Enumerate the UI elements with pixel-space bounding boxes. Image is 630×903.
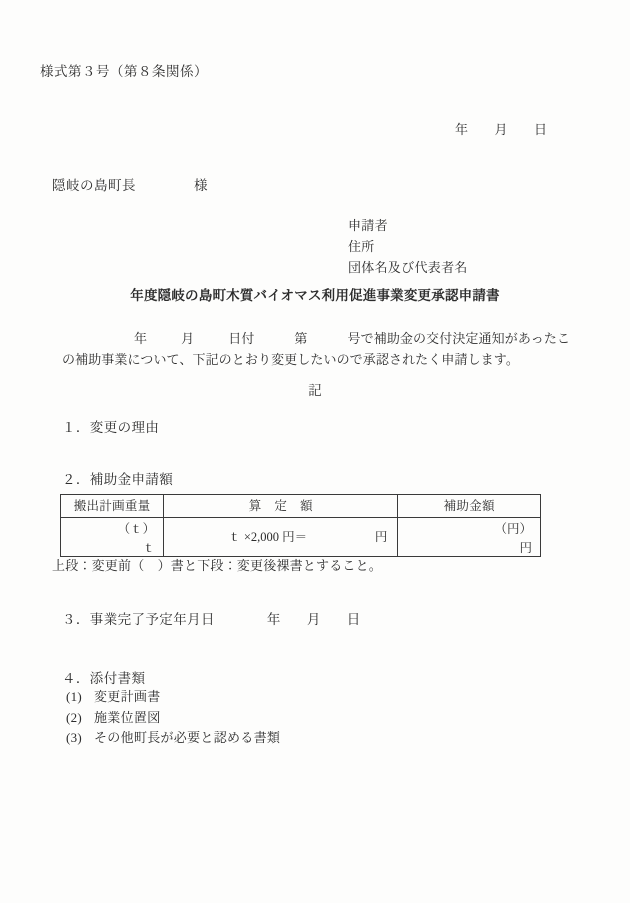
applicant-label: 申請者 bbox=[348, 218, 388, 233]
applicant-address-label: 住所 bbox=[348, 239, 375, 255]
ki-marker: 記 bbox=[308, 383, 322, 398]
subsidy-unit-paren: （円） bbox=[494, 522, 532, 536]
applicant-block bbox=[348, 215, 468, 279]
form-number: 様式第３号（第８条関係） bbox=[40, 64, 208, 79]
header-cell-weight: 搬出計画重量 bbox=[61, 495, 164, 518]
header-cell-calc-amount: 算 定 額 bbox=[164, 495, 398, 518]
completion-date-label: ３．事業完了予定年月日 bbox=[62, 612, 215, 627]
subsidy-amount-table bbox=[60, 494, 541, 557]
table-header-row bbox=[61, 495, 541, 518]
body-day-label: 日付 bbox=[228, 331, 255, 346]
cell-weight bbox=[61, 518, 164, 557]
weight-unit: ｔ bbox=[142, 540, 156, 555]
applicant-org-rep-label: 団体名及び代表者名 bbox=[348, 260, 468, 276]
addressee-honorific: 様 bbox=[194, 178, 208, 193]
body-month-label: 月 bbox=[181, 331, 195, 346]
attachment-label: 施業位置図 bbox=[94, 709, 161, 725]
attachment-list bbox=[66, 687, 280, 749]
attachment-number: (3) bbox=[66, 730, 83, 746]
body-line1-tail: 号で補助金の交付決定通知があったこ bbox=[347, 331, 571, 346]
list-item bbox=[66, 687, 280, 708]
body-paragraph bbox=[62, 328, 574, 370]
header-cell-subsidy: 補助金額 bbox=[398, 495, 541, 518]
date-month-label: 月 bbox=[494, 122, 509, 137]
weight-unit-paren: （ｔ） bbox=[117, 522, 156, 536]
completion-year-label: 年 bbox=[266, 612, 281, 627]
table-row bbox=[61, 518, 541, 557]
date-day-label: 日 bbox=[534, 122, 548, 137]
body-year-label: 年 bbox=[134, 331, 148, 346]
attachment-label: 変更計画書 bbox=[94, 689, 161, 704]
completion-day-label: 日 bbox=[346, 612, 361, 627]
attachment-number: (1) bbox=[66, 689, 83, 704]
section-subsidy-amount-heading: ２．補助金申請額 bbox=[62, 472, 174, 487]
attachment-number: (2) bbox=[66, 709, 83, 725]
calc-unit: 円 bbox=[374, 529, 388, 544]
attachment-label: その他町長が必要と認める書類 bbox=[94, 730, 281, 746]
addressee-line bbox=[52, 176, 208, 196]
page-title: 年度隠岐の島町木質バイオマス利用促進事業変更承認申請書 bbox=[130, 288, 500, 303]
cell-calc-amount bbox=[164, 518, 398, 557]
section-completion-date-heading bbox=[62, 610, 361, 630]
submission-date-line bbox=[455, 120, 548, 140]
cell-subsidy bbox=[398, 518, 541, 557]
body-number-prefix: 第 bbox=[294, 331, 308, 346]
subsidy-unit: 円 bbox=[519, 540, 532, 555]
list-item bbox=[66, 708, 280, 729]
addressee-name: 隠岐の島町長 bbox=[52, 178, 136, 193]
section-change-reason-heading: １．変更の理由 bbox=[62, 420, 160, 435]
completion-month-label: 月 bbox=[306, 612, 321, 627]
section-attachments-heading: ４．添付書類 bbox=[62, 671, 146, 686]
list-item bbox=[66, 728, 280, 749]
date-year-label: 年 bbox=[455, 122, 469, 137]
calc-formula: ｔ ×2,000 円＝ bbox=[228, 529, 308, 544]
table-note: 上段：変更前（ ）書と下段：変更後裸書とすること。 bbox=[52, 558, 383, 573]
body-line2: の補助事業について、下記のとおり変更したいので承認されたく申請します。 bbox=[62, 352, 519, 368]
